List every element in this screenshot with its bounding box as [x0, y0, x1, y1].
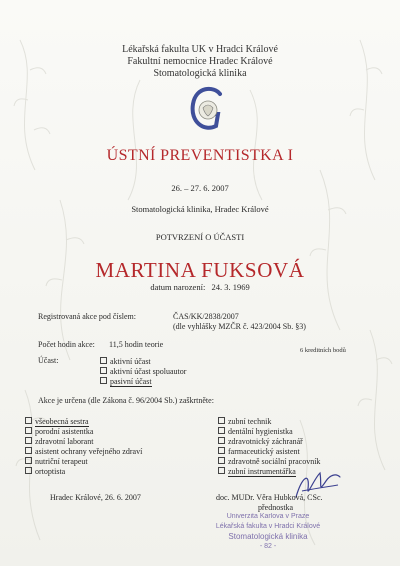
- checkbox-icon: [25, 467, 32, 474]
- faculty-header: [0, 44, 400, 80]
- birth-date-row: [0, 282, 400, 292]
- checkbox-icon: [25, 457, 32, 464]
- signatory-name: doc. MUDr. Věra Hubková, CSc.: [216, 493, 323, 502]
- intended-for-label: Akce je určena (dle Zákona č. 96/2004 Sb.) zaškrtněte:: [38, 396, 214, 405]
- intended-item-label: asistent ochrany veřejného zdraví: [35, 447, 143, 456]
- intended-right-item: [218, 447, 300, 457]
- header-line-hospital: Fakultní nemocnice Hradec Králové: [127, 56, 273, 67]
- intended-right-item: [218, 467, 296, 477]
- intended-item-label: nutriční terapeut: [35, 457, 88, 466]
- stamp-line: Stomatologická klinika: [228, 532, 308, 541]
- checkbox-icon: [218, 427, 225, 434]
- participation-option-label: aktivní účast spoluautor: [110, 367, 187, 376]
- checkbox-icon: [218, 467, 225, 474]
- intended-left-item: [25, 427, 93, 437]
- participation-option-coauthor: [100, 367, 186, 377]
- checkbox-icon: [100, 377, 107, 384]
- stamp-line: Univerzita Karlova v Praze: [226, 513, 310, 520]
- course-dates: 26. – 27. 6. 2007: [171, 183, 229, 193]
- participation-option-passive: [100, 377, 152, 387]
- checkbox-icon: [100, 357, 107, 364]
- confirmation-heading: POTVRZENÍ O ÚČASTI: [155, 232, 245, 242]
- participation-option-label: aktivní účast: [110, 357, 151, 366]
- checkbox-icon: [218, 417, 225, 424]
- hours-value: 11,5 hodin teorie: [109, 340, 164, 349]
- checkbox-icon: [25, 427, 32, 434]
- intended-item-label: zubní technik: [228, 417, 272, 426]
- intended-item-label: ortoptista: [35, 467, 66, 476]
- intended-item-label: farmaceutický asistent: [228, 447, 300, 456]
- intended-left-item: [25, 447, 142, 457]
- participation-option-label: pasivní účast: [110, 377, 152, 386]
- intended-item-label: zdravotní laborant: [35, 437, 94, 446]
- intended-right-item: [218, 437, 303, 447]
- intended-item-label: dentální hygienistka: [228, 427, 293, 436]
- signatory-role: přednostka: [258, 503, 294, 512]
- participation-label: Účast:: [38, 356, 59, 365]
- checkbox-icon: [100, 367, 107, 374]
- intended-right-item: [218, 427, 293, 437]
- intended-left-item: [25, 437, 93, 447]
- stamp-line: - 82 -: [259, 543, 277, 550]
- issue-place-date: Hradec Králové, 26. 6. 2007: [50, 493, 141, 502]
- intended-item-label: zdravotnický záchranář: [228, 437, 303, 446]
- intended-item-label: zdravotně sociální pracovník: [228, 457, 321, 466]
- credits-value: 6 kreditních bodů: [300, 347, 346, 354]
- intended-item-label: porodní asistentka: [35, 427, 94, 436]
- stamp-line: Lékařská fakulta v Hradci Králové: [215, 523, 321, 530]
- intended-left-item: [25, 417, 89, 427]
- hours-label: Počet hodin akce:: [38, 340, 95, 349]
- birth-date-label: datum narození:: [150, 282, 206, 292]
- checkbox-icon: [218, 457, 225, 464]
- course-place: Stomatologická klinika, Hradec Králové: [131, 204, 269, 214]
- clinic-stamp: [213, 512, 323, 552]
- checkbox-icon: [218, 447, 225, 454]
- intended-right-item: [218, 417, 271, 427]
- registration-number: ČAS/KK/2838/2007: [173, 312, 239, 321]
- faculty-logo-icon: [188, 84, 228, 136]
- intended-item-label: zubní instrumentářka: [228, 467, 296, 476]
- header-line-clinic: Stomatologická klinika: [153, 68, 247, 79]
- birth-date-value: 24. 3. 1969: [211, 282, 250, 292]
- header-line-faculty: Lékařská fakulta UK v Hradci Králové: [122, 44, 278, 55]
- intended-left-item: [25, 457, 88, 467]
- registration-note: (dle vyhlášky MZČR č. 423/2004 Sb. §3): [173, 322, 306, 331]
- checkbox-icon: [25, 437, 32, 444]
- intended-left-item: [25, 467, 65, 477]
- participant-name: MARTINA FUKSOVÁ: [95, 258, 305, 282]
- registration-label: Registrovaná akce pod číslem:: [38, 312, 136, 321]
- intended-right-item: [218, 457, 320, 467]
- intended-item-label: všeobecná sestra: [35, 417, 89, 426]
- checkbox-icon: [25, 417, 32, 424]
- participation-option-active: [100, 357, 151, 367]
- checkbox-icon: [218, 437, 225, 444]
- checkbox-icon: [25, 447, 32, 454]
- course-title: ÚSTNÍ PREVENTISTKA I: [106, 147, 294, 164]
